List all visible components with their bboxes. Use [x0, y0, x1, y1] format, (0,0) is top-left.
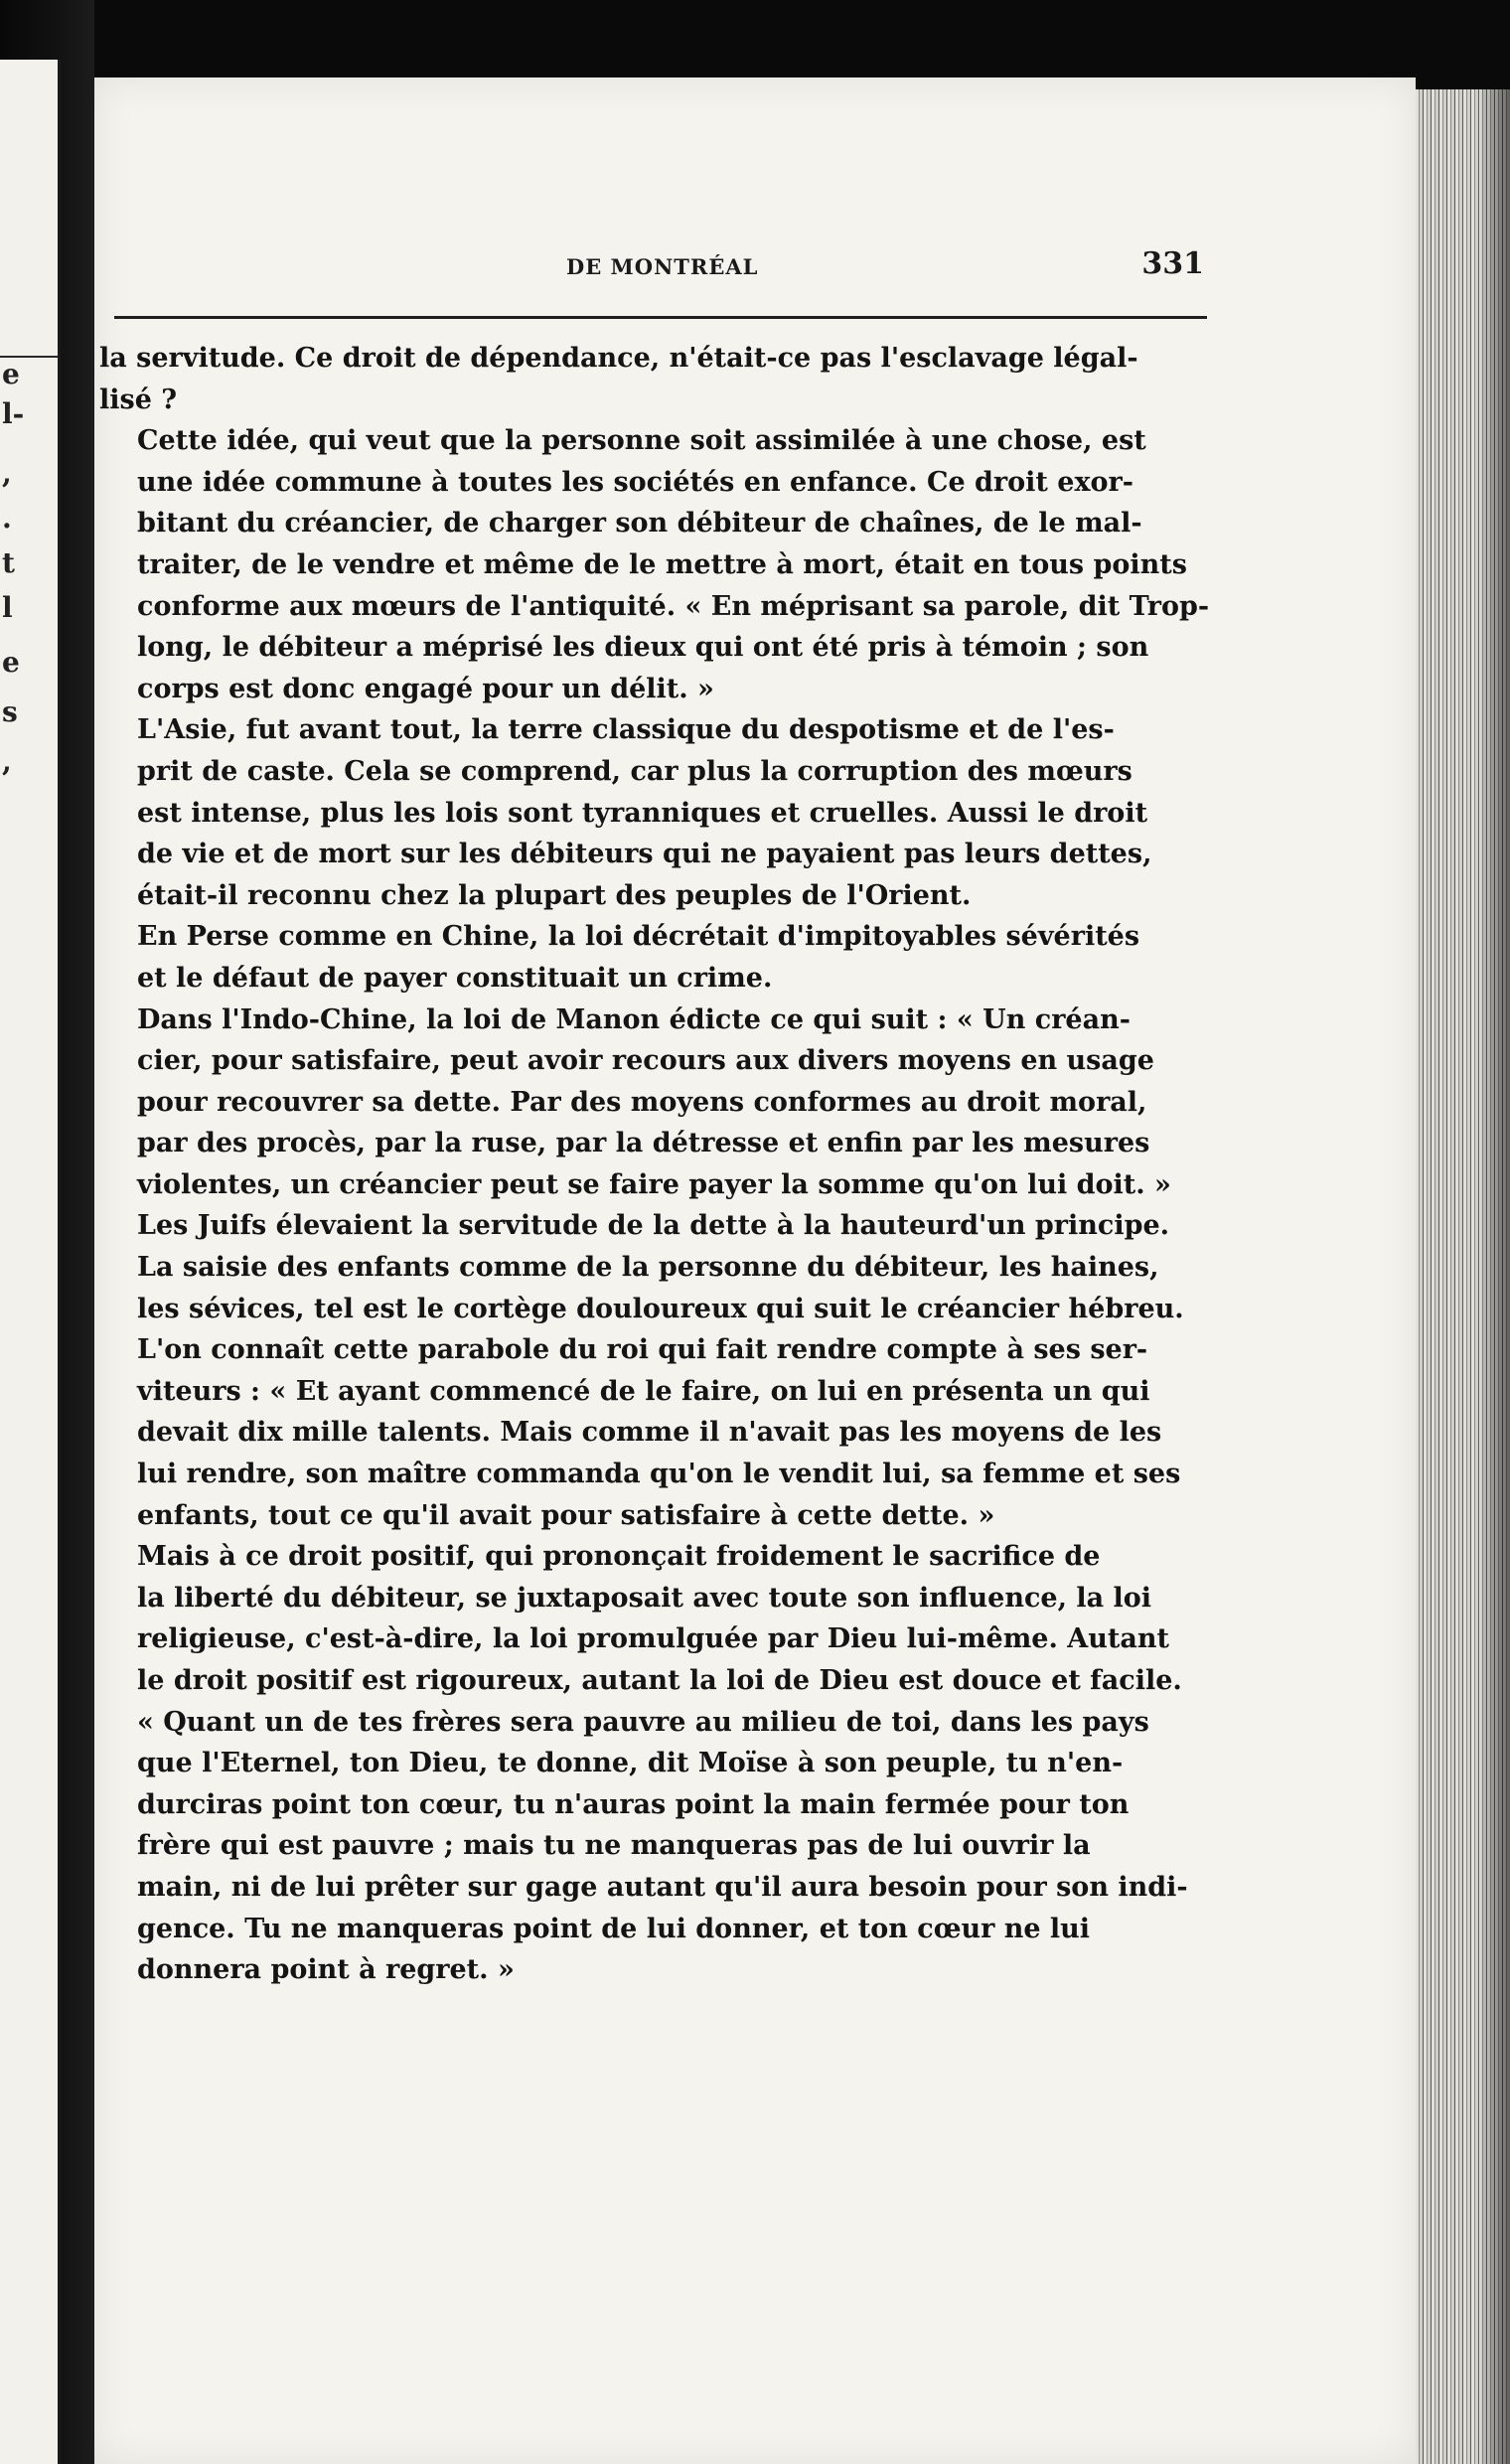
paragraph — [99, 338, 1217, 420]
text-line: enfants, tout ce qu'il avait pour satisfaire à cette dette. » — [137, 1499, 995, 1531]
text-line: donnera point à regret. » — [137, 1954, 515, 1986]
text-line: bitant du créancier, de charger son débiteur de chaînes, de le mal- — [137, 508, 1142, 539]
text-line: frère qui est pauvre ; mais tu ne manqueras pas de lui ouvrir la — [137, 1830, 1091, 1862]
previous-page-fragment: , — [2, 457, 12, 490]
text-line: viteurs : « Et ayant commencé de le faire, on lui en présenta un qui — [137, 1375, 1150, 1407]
text-line: prit de caste. Cela se comprend, car plus la corruption des mœurs — [137, 755, 1132, 787]
text-line: L'Asie, fut avant tout, la terre classique du despotisme et de l'es- — [137, 714, 1115, 746]
paragraph — [99, 709, 1217, 916]
text-line: violentes, un créancier peut se faire payer la somme qu'on lui doit. » — [137, 1168, 1171, 1200]
text-line: cier, pour satisfaire, peut avoir recours aux divers moyens en usage — [137, 1045, 1154, 1077]
page-number: 331 — [1141, 246, 1204, 281]
header-rule — [114, 316, 1207, 319]
text-line: lui rendre, son maître commanda qu'on le vendit lui, sa femme et ses — [137, 1459, 1181, 1490]
paragraph — [99, 420, 1217, 709]
text-line: devait dix mille talents. Mais comme il n'avait pas les moyens de les — [137, 1417, 1162, 1449]
paragraph — [99, 1536, 1217, 1991]
text-line: est intense, plus les lois sont tyranniques et cruelles. Aussi le droit — [137, 797, 1148, 829]
text-line: la liberté du débiteur, se juxtaposait avec toute son influence, la loi — [137, 1582, 1152, 1614]
text-line: Cette idée, qui veut que la personne soit assimilée à une chose, est — [137, 425, 1146, 457]
text-line: La saisie des enfants comme de la personne du débiteur, les haines, — [137, 1252, 1159, 1284]
previous-page-fragment: s — [2, 695, 18, 728]
text-line: En Perse comme en Chine, la loi décrétait d'impitoyables sévérités — [137, 921, 1140, 953]
previous-page-fragment: e — [2, 358, 20, 390]
text-line: lisé ? — [99, 384, 178, 415]
previous-page-fragment: l — [2, 591, 13, 624]
paragraph — [99, 1205, 1217, 1536]
text-line: le droit positif est rigoureux, autant la loi de Dieu est douce et facile. — [137, 1665, 1182, 1696]
page-header — [119, 246, 1204, 296]
text-line: traiter, de le vendre et même de le mettre à mort, était en tous points — [137, 548, 1187, 580]
text-line: pour recouvrer sa dette. Par des moyens conformes au droit moral, — [137, 1086, 1147, 1118]
previous-page-fragment: l- — [2, 397, 25, 430]
paragraph — [99, 916, 1217, 999]
page-stack-edges — [1416, 89, 1510, 2464]
text-line: « Quant un de tes frères sera pauvre au milieu de toi, dans les pays — [137, 1706, 1149, 1738]
running-head: DE MONTRÉAL — [566, 254, 759, 279]
text-line: Mais à ce droit positif, qui prononçait froidement le sacrifice de — [137, 1541, 1101, 1573]
text-line: conforme aux mœurs de l'antiquité. « En méprisant sa parole, dit Trop- — [137, 590, 1210, 622]
text-line: la servitude. Ce droit de dépendance, n'était-ce pas l'esclavage légal- — [99, 343, 1138, 374]
text-line: Les Juifs élevaient la servitude de la dette à la hauteurd'un principe. — [137, 1210, 1170, 1242]
text-line: était-il reconnu chez la plupart des peuples de l'Orient. — [137, 879, 972, 911]
paragraph — [99, 1000, 1217, 1206]
previous-page-edge — [0, 60, 61, 2464]
text-line: durciras point ton cœur, tu n'auras point la main fermée pour ton — [137, 1788, 1130, 1820]
previous-page-fragment: e — [2, 646, 20, 679]
previous-page-fragment: t — [2, 546, 15, 579]
previous-page-fragment: . — [2, 502, 12, 535]
body-text — [99, 338, 1217, 1991]
text-line: gence. Tu ne manqueras point de lui donner, et ton cœur ne lui — [137, 1913, 1091, 1944]
text-line: religieuse, c'est-à-dire, la loi promulguée par Dieu lui-même. Autant — [137, 1623, 1169, 1655]
text-line: long, le débiteur a méprisé les dieux qui ont été pris à témoin ; son — [137, 632, 1149, 664]
text-line: et le défaut de payer constituait un crime. — [137, 962, 773, 994]
text-line: corps est donc engagé pour un délit. » — [137, 673, 714, 704]
text-line: L'on connaît cette parabole du roi qui fait rendre compte à ses ser- — [137, 1334, 1148, 1366]
previous-page-fragment: , — [2, 745, 12, 778]
text-line: les sévices, tel est le cortège douloureux qui suit le créancier hébreu. — [137, 1293, 1184, 1324]
text-line: une idée commune à toutes les sociétés en enfance. Ce droit exor- — [137, 466, 1133, 498]
text-line: de vie et de mort sur les débiteurs qui ne payaient pas leurs dettes, — [137, 839, 1152, 870]
text-line: que l'Eternel, ton Dieu, te donne, dit Moïse à son peuple, tu n'en- — [137, 1748, 1124, 1779]
text-line: par des procès, par la ruse, par la détresse et enfin par les mesures — [137, 1128, 1150, 1159]
text-line: main, ni de lui prêter sur gage autant qu'il aura besoin pour son indi- — [137, 1871, 1188, 1903]
text-line: Dans l'Indo-Chine, la loi de Manon édicte ce qui suit : « Un créan- — [137, 1003, 1131, 1035]
